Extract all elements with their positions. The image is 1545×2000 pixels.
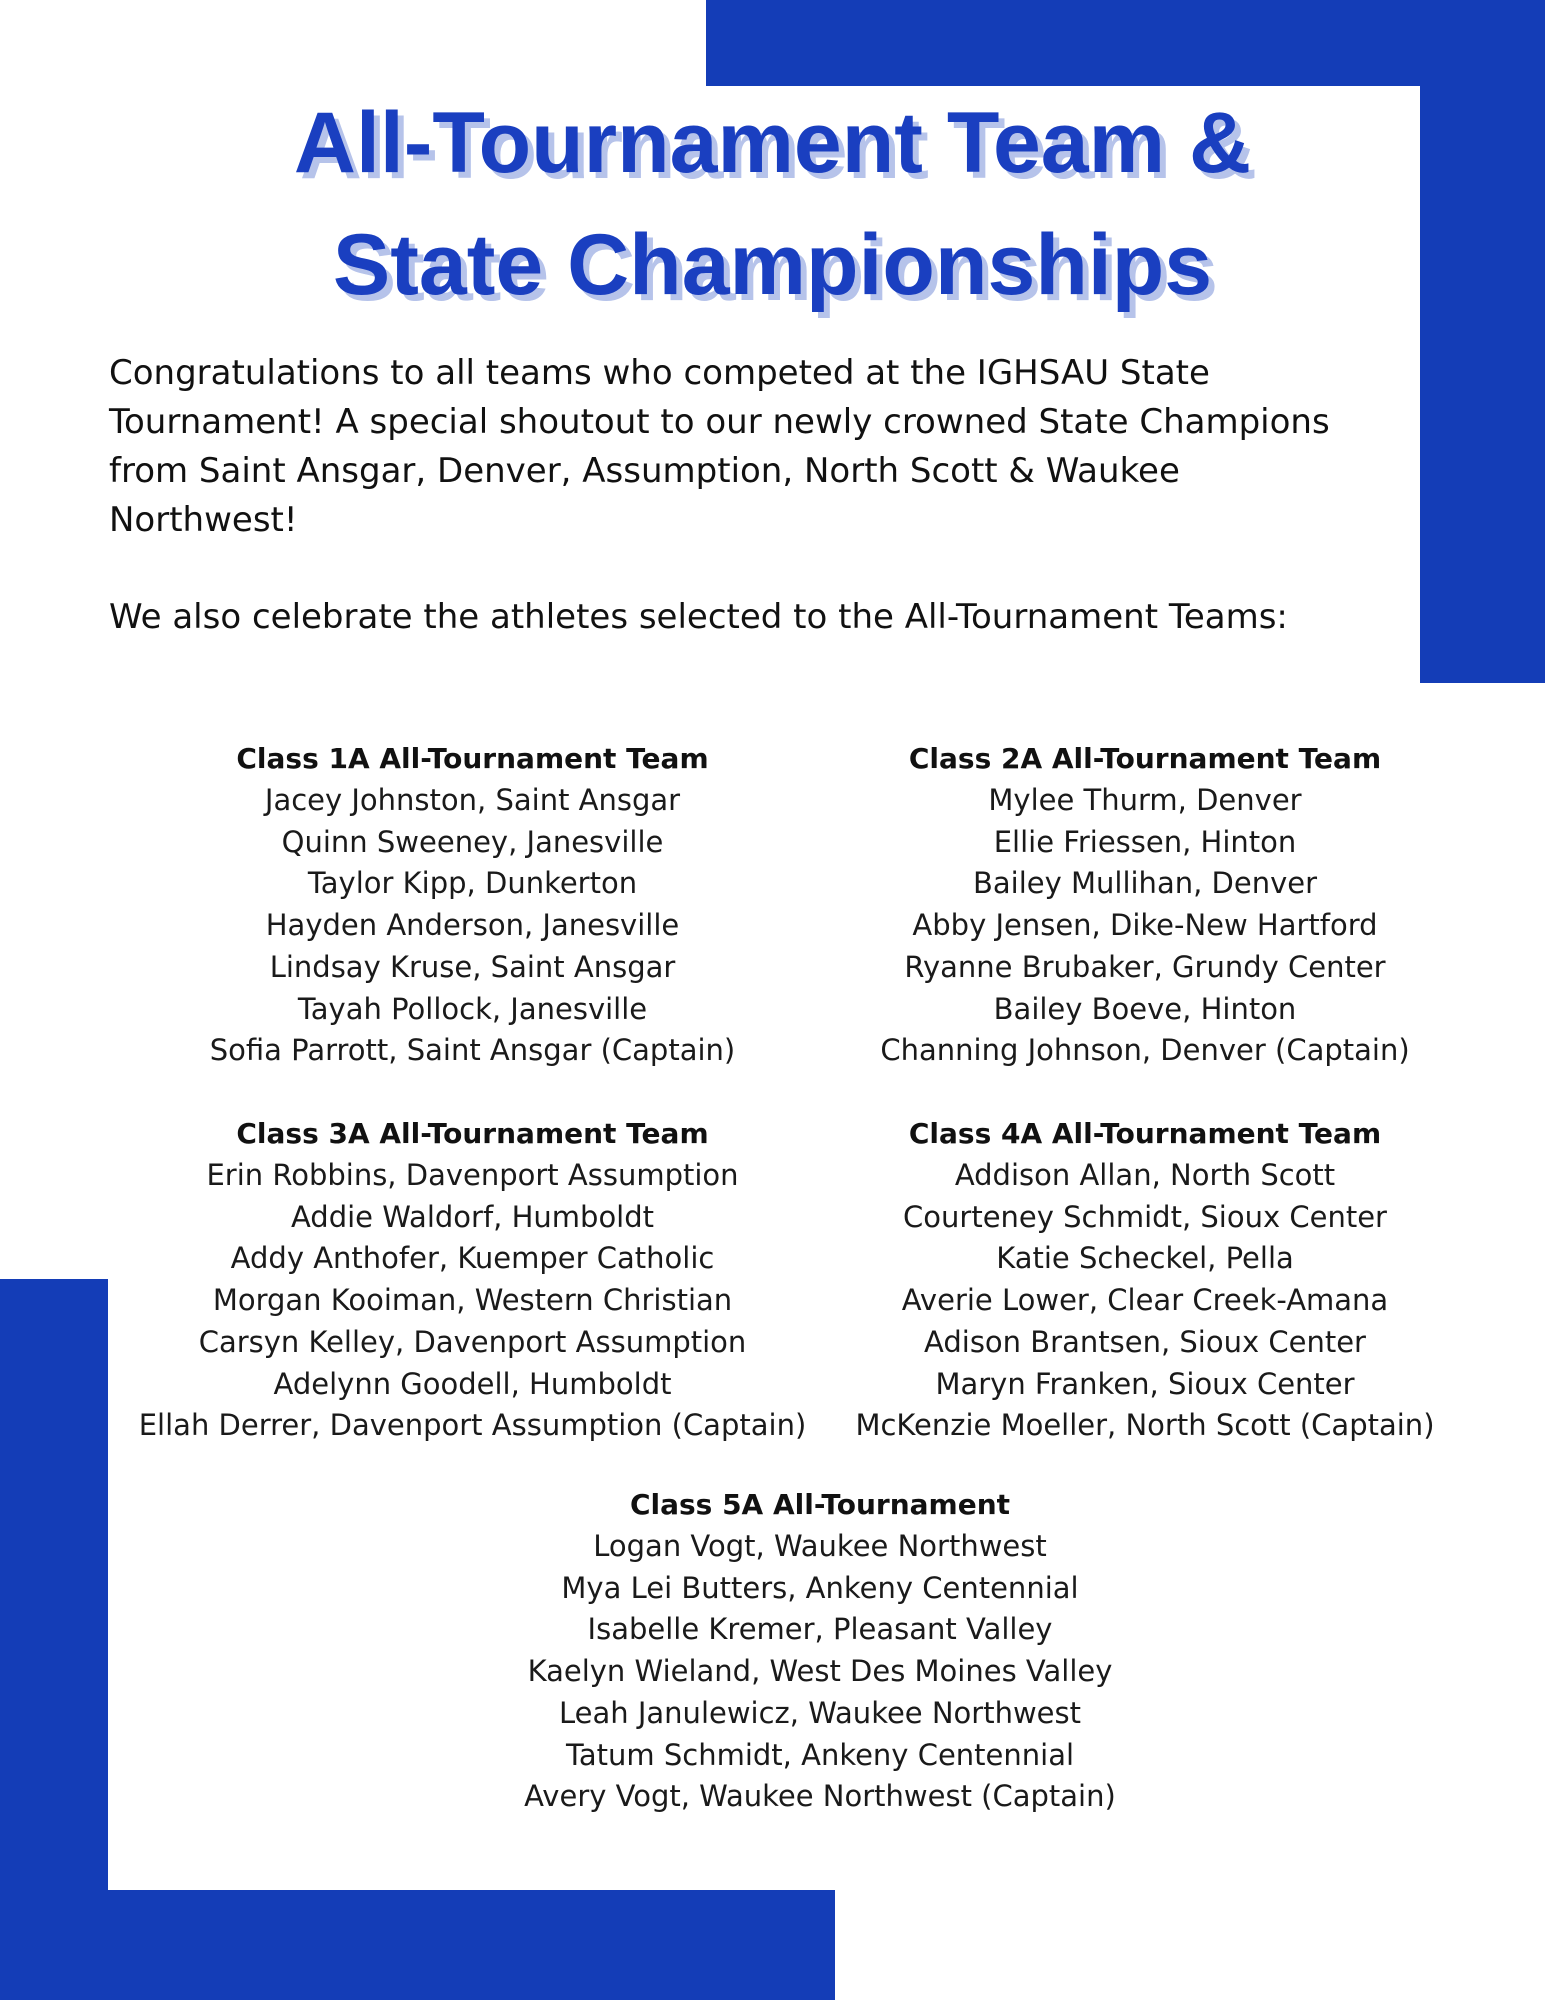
player-item: Tatum Schmidt, Ankeny Centennial [565,1737,1075,1772]
player-item: Abby Jensen, Dike-New Hartford [912,908,1378,943]
decorative-blue-bar-bottom [0,1890,835,2000]
decorative-blue-bar-top [706,0,1420,86]
player-item: Adison Brantsen, Sioux Center [924,1324,1366,1359]
player-item: Quinn Sweeney, Janesville [281,824,664,859]
player-item: Addie Waldorf, Humboldt [290,1199,655,1234]
page-title-line-1: All-Tournament Team & [293,95,1252,191]
player-item: Channing Johnson, Denver (Captain) [880,1033,1410,1068]
player-item: Logan Vogt, Waukee Northwest [593,1529,1047,1563]
team-heading: Class 4A All-Tournament Team [908,1117,1382,1150]
player-item: Jacey Johnston, Saint Ansgar [264,783,681,817]
player-item: Kaelyn Wieland, West Des Moines Valley [527,1654,1113,1689]
player-item: Bailey Mullihan, Denver [972,866,1318,901]
player-item: Tayah Pollock, Janesville [297,991,648,1026]
player-item: Averie Lower, Clear Creek-Amana [901,1283,1389,1318]
intro-paragraph-celebrate: We also celebrate the athletes selected to the All-Tournament Teams: [109,597,1288,637]
player-item: Avery Vogt, Waukee Northwest (Captain) [524,1779,1116,1814]
team-class-4a [800,1113,1490,1447]
team-class-5a [470,1484,1170,1818]
player-item: Katie Scheckel, Pella [996,1241,1294,1276]
player-list [800,1155,1490,1447]
player-item: Mylee Thurm, Denver [988,783,1302,817]
player-list [470,1526,1170,1818]
player-item: Mya Lei Butters, Ankeny Centennial [561,1570,1079,1605]
player-item: Carsyn Kelley, Davenport Assumption [198,1324,747,1359]
player-item: Lindsay Kruse, Saint Ansgar [269,949,676,984]
player-item: Ryanne Brubaker, Grundy Center [904,949,1386,984]
player-item: Erin Robbins, Davenport Assumption [206,1158,739,1192]
page-title-line-2: State Championships [332,217,1213,313]
player-item: Isabelle Kremer, Pleasant Valley [587,1612,1053,1647]
team-class-1a [130,738,815,1072]
player-list [795,780,1495,1072]
player-item: Addy Anthofer, Kuemper Catholic [230,1241,715,1276]
team-heading: Class 5A All-Tournament [629,1488,1011,1521]
player-item: Hayden Anderson, Janesville [265,908,680,943]
player-item: Adelynn Goodell, Humboldt [273,1366,672,1401]
team-heading: Class 2A All-Tournament Team [908,742,1382,775]
player-item: Maryn Franken, Sioux Center [935,1366,1355,1401]
player-item: Leah Janulewicz, Waukee Northwest [559,1695,1081,1730]
intro-paragraph-congratulations: Congratulations to all teams who competed at the IGHSAU State Tournament! A special shoutout to our newly crowned State Champions from Saint Ansgar, Denver, Assumption, North Scott & Waukee Northwest! [109,353,1330,540]
player-item: Ellie Friessen, Hinton [993,824,1297,859]
team-class-2a [795,738,1495,1072]
player-item: Courteney Schmidt, Sioux Center [903,1199,1387,1234]
player-item: Addison Allan, North Scott [954,1158,1336,1192]
team-heading: Class 3A All-Tournament Team [236,1117,709,1150]
player-item: Bailey Boeve, Hinton [993,991,1297,1026]
player-list [130,780,815,1072]
player-item: McKenzie Moeller, North Scott (Captain) [855,1408,1435,1443]
player-item: Sofia Parrott, Saint Ansgar (Captain) [209,1033,736,1068]
player-list [120,1155,825,1447]
player-item: Taylor Kipp, Dunkerton [307,866,638,901]
player-item: Ellah Derrer, Davenport Assumption (Captain) [138,1408,807,1443]
player-item: Morgan Kooiman, Western Christian [212,1283,733,1318]
team-heading: Class 1A All-Tournament Team [236,742,709,775]
team-class-3a [120,1113,825,1447]
